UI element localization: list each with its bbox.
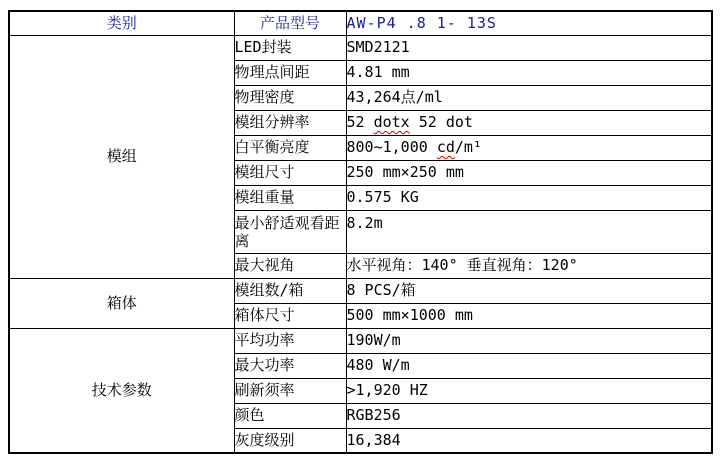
header-model-value: AW-P4 .8 1- 13S xyxy=(346,11,712,35)
param-label-cell: 箱体尺寸 xyxy=(234,303,346,328)
param-value-cell: SMD2121 xyxy=(346,35,712,60)
spellcheck-underline-text: dotx xyxy=(373,113,410,132)
param-label-cell: 刷新须率 xyxy=(234,378,346,403)
header-row xyxy=(9,11,712,35)
table-row xyxy=(9,278,712,303)
param-value-cell: RGB256 xyxy=(346,403,712,428)
param-value-cell: 0.575 KG xyxy=(346,185,712,210)
param-label-cell: 模组分辨率 xyxy=(234,110,346,135)
param-value-cell: 16,384 xyxy=(346,428,712,453)
value-text: 800~1,000 xyxy=(346,138,437,157)
param-value-cell: 8.2m xyxy=(346,210,712,253)
param-value-cell: 500 mm×1000 mm xyxy=(346,303,712,328)
param-value-cell: 8 PCS/箱 xyxy=(346,278,712,303)
param-value-cell: 水平视角：140° 垂直视角：120° xyxy=(346,253,712,278)
param-label-cell: 模组重量 xyxy=(234,185,346,210)
value-text: 52 xyxy=(346,113,374,132)
param-label-cell: 最小舒适观看距离 xyxy=(234,210,346,253)
category-cell-module: 模组 xyxy=(9,35,234,278)
param-label-cell: 平均功率 xyxy=(234,328,346,353)
header-category-label: 类别 xyxy=(9,11,234,35)
spellcheck-underline-text: cd xyxy=(436,138,455,157)
param-label-cell: LED封装 xyxy=(234,35,346,60)
param-value-cell xyxy=(346,135,712,160)
param-value-cell: 480 W/m xyxy=(346,353,712,378)
table-row xyxy=(9,35,712,60)
param-label-cell: 模组尺寸 xyxy=(234,160,346,185)
param-label-cell: 灰度级别 xyxy=(234,428,346,453)
value-text: 52 dot xyxy=(409,113,473,132)
param-label-cell: 白平衡亮度 xyxy=(234,135,346,160)
category-cell-tech-params: 技术参数 xyxy=(9,328,234,453)
param-label-cell: 模组数/箱 xyxy=(234,278,346,303)
param-label-cell: 物理密度 xyxy=(234,85,346,110)
spec-table xyxy=(8,10,713,454)
param-label-cell: 最大视角 xyxy=(234,253,346,278)
param-label-cell: 颜色 xyxy=(234,403,346,428)
param-label-cell: 物理点间距 xyxy=(234,60,346,85)
header-param-label: 产品型号 xyxy=(234,11,346,35)
value-text: /m¹ xyxy=(454,138,482,157)
param-value-cell: >1,920 HZ xyxy=(346,378,712,403)
param-value-cell: 43,264点/ml xyxy=(346,85,712,110)
param-label-cell: 最大功率 xyxy=(234,353,346,378)
param-value-cell: 250 mm×250 mm xyxy=(346,160,712,185)
param-value-cell: 190W/m xyxy=(346,328,712,353)
category-cell-cabinet: 箱体 xyxy=(9,278,234,328)
param-value-cell xyxy=(346,110,712,135)
table-row xyxy=(9,328,712,353)
param-value-cell: 4.81 mm xyxy=(346,60,712,85)
